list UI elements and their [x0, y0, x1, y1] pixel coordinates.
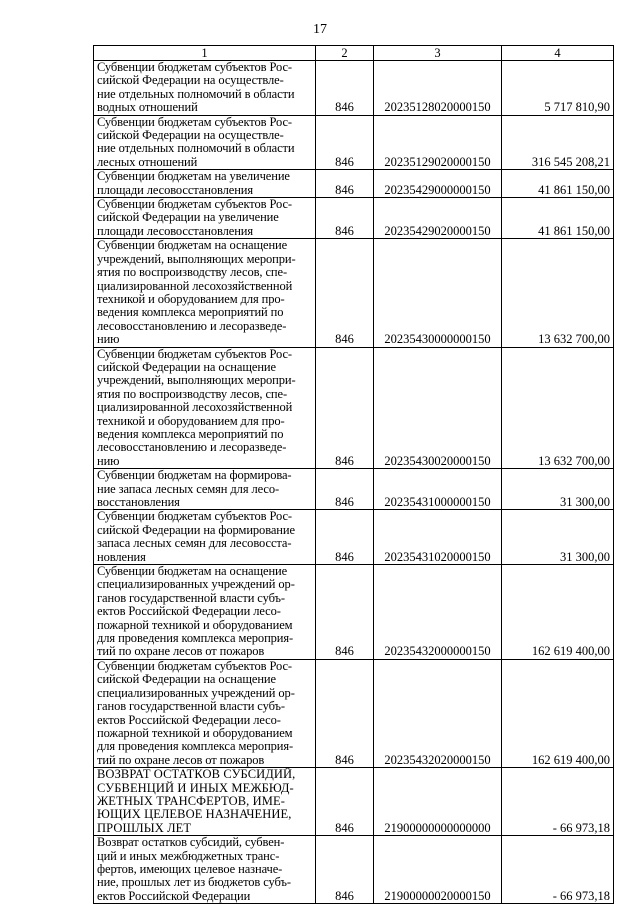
row-admin-code-cell: 846 [316, 170, 374, 198]
row-name-cell [94, 198, 316, 239]
table-row [94, 170, 614, 198]
row-amount-cell: 316 545 208,21 [502, 115, 614, 170]
row-name-line: ганов государственной власти субъ- [97, 699, 285, 714]
row-admin-code-cell: 846 [316, 510, 374, 565]
row-name-line: сийской Федерации на осуществле- [97, 73, 284, 88]
row-name-line: пожарной техникой и оборудованием [97, 725, 293, 740]
row-name-line: ектов Российской Федерации [97, 888, 251, 903]
row-name-line: Субвенции бюджетам субъектов Рос- [97, 197, 292, 212]
row-amount-cell: 13 632 700,00 [502, 347, 614, 469]
row-name-cell [94, 565, 316, 660]
row-name-line: Субвенции бюджетам на оснащение [97, 564, 288, 579]
row-income-code-cell: 20235129020000150 [374, 115, 502, 170]
row-name-cell [94, 768, 316, 836]
table-row [94, 198, 614, 239]
row-admin-code-cell: 846 [316, 768, 374, 836]
row-name-cell [94, 510, 316, 565]
row-income-code-cell: 21900000020000150 [374, 836, 502, 904]
row-admin-code-cell: 846 [316, 565, 374, 660]
row-name-line: циализированной лесохозяйственной [97, 278, 293, 293]
row-name-line: учреждений, выполняющих меропри- [97, 373, 296, 388]
row-name-line: лесовосстановлению и лесоразведе- [97, 318, 287, 333]
row-name-line: сийской Федерации на оснащение [97, 359, 276, 374]
row-name-line: сийской Федерации на оснащение [97, 672, 276, 687]
row-name-cell [94, 239, 316, 347]
row-name-line: тий по охране лесов от пожаров [97, 752, 265, 767]
row-name-line: площади лесовосстановления [97, 182, 254, 197]
row-name-line: техникой и оборудованием для про- [97, 413, 285, 428]
table-row [94, 836, 614, 904]
column-header-3: 3 [374, 46, 502, 61]
row-name-line: ганов государственной власти субъ- [97, 590, 285, 605]
row-name-cell [94, 170, 316, 198]
row-name-line: водных отношений [97, 100, 198, 115]
budget-table [93, 45, 614, 904]
table-row [94, 239, 614, 347]
row-name-line: Субвенции бюджетам субъектов Рос- [97, 346, 292, 361]
row-name-cell [94, 115, 316, 170]
row-name-line: ние отдельных полномочий в области [97, 141, 295, 156]
table-row [94, 61, 614, 116]
row-amount-cell: - 66 973,18 [502, 768, 614, 836]
row-name-line: нию [97, 332, 120, 347]
row-name-line: сийской Федерации на формирование [97, 522, 295, 537]
table-row [94, 510, 614, 565]
row-name-cell [94, 659, 316, 767]
row-name-line: ектов Российской Федерации лесо- [97, 712, 281, 727]
row-name-line: учреждений, выполняющих меропри- [97, 251, 296, 266]
row-name-line: ятия по воспроизводству лесов, спе- [97, 386, 288, 401]
row-admin-code-cell: 846 [316, 239, 374, 347]
row-name-cell [94, 836, 316, 904]
row-name-line: площади лесовосстановления [97, 223, 254, 238]
row-income-code-cell: 20235430000000150 [374, 239, 502, 347]
row-name-line: Субвенции бюджетам субъектов Рос- [97, 509, 292, 524]
row-amount-cell: 31 300,00 [502, 469, 614, 510]
row-name-line: сийской Федерации на увеличение [97, 210, 279, 225]
row-name-line: восстановления [97, 495, 180, 509]
row-income-code-cell: 21900000000000000 [374, 768, 502, 836]
row-name-line: Субвенции бюджетам на увеличение [97, 169, 290, 184]
table-body [94, 61, 614, 904]
row-name-line: специализированных учреждений ор- [97, 577, 295, 592]
table-header-row [94, 46, 614, 61]
row-admin-code-cell: 846 [316, 198, 374, 239]
row-admin-code-cell: 846 [316, 659, 374, 767]
row-name-line: фертов, имеющих целевое назначе- [97, 861, 283, 876]
row-name-line: Субвенции бюджетам субъектов Рос- [97, 114, 292, 129]
row-income-code-cell: 20235429000000150 [374, 170, 502, 198]
row-name-line: ведения комплекса мероприятий по [97, 426, 284, 441]
row-income-code-cell: 20235431000000150 [374, 469, 502, 510]
row-name-line: Субвенции бюджетам на оснащение [97, 238, 288, 253]
row-name-line: ЖЕТНЫХ ТРАНСФЕРТОВ, ИМЕ- [97, 793, 285, 808]
row-income-code-cell: 20235128020000150 [374, 61, 502, 116]
row-name-line: ние отдельных полномочий в области [97, 86, 295, 101]
row-name-line: Возврат остатков субсидий, субвен- [97, 835, 285, 850]
column-header-2: 2 [316, 46, 374, 61]
row-name-line: ПРОШЛЫХ ЛЕТ [97, 820, 192, 835]
row-amount-cell: 162 619 400,00 [502, 565, 614, 660]
row-amount-cell: - 66 973,18 [502, 836, 614, 904]
row-name-line: техникой и оборудованием для про- [97, 291, 285, 306]
row-name-line: Субвенции бюджетам на формирова- [97, 468, 292, 483]
table-row [94, 659, 614, 767]
row-income-code-cell: 20235432000000150 [374, 565, 502, 660]
column-header-1: 1 [94, 46, 316, 61]
row-income-code-cell: 20235430020000150 [374, 347, 502, 469]
row-amount-cell: 41 861 150,00 [502, 198, 614, 239]
row-income-code-cell: 20235431020000150 [374, 510, 502, 565]
row-name-line: циализированной лесохозяйственной [97, 400, 293, 415]
row-name-line: сийской Федерации на осуществле- [97, 128, 284, 143]
column-header-4: 4 [502, 46, 614, 61]
row-name-line: ятия по воспроизводству лесов, спе- [97, 265, 288, 280]
row-admin-code-cell: 846 [316, 115, 374, 170]
row-admin-code-cell: 846 [316, 469, 374, 510]
row-amount-cell: 31 300,00 [502, 510, 614, 565]
row-name-cell [94, 61, 316, 116]
row-name-line: нию [97, 453, 120, 468]
table-row [94, 115, 614, 170]
row-name-line: для проведения комплекса мероприя- [97, 631, 294, 646]
row-admin-code-cell: 846 [316, 61, 374, 116]
row-name-line: лесовосстановлению и лесоразведе- [97, 440, 287, 455]
table-row [94, 469, 614, 510]
row-name-line: для проведения комплекса мероприя- [97, 739, 294, 754]
row-amount-cell: 5 717 810,90 [502, 61, 614, 116]
row-income-code-cell: 20235429020000150 [374, 198, 502, 239]
row-admin-code-cell: 846 [316, 347, 374, 469]
row-admin-code-cell: 846 [316, 836, 374, 904]
table-row [94, 565, 614, 660]
row-name-line: ВОЗВРАТ ОСТАТКОВ СУБСИДИЙ, [97, 767, 296, 782]
row-name-line: тий по охране лесов от пожаров [97, 644, 265, 659]
row-name-line: ций и иных межбюджетных транс- [97, 848, 280, 863]
row-name-line: ние запаса лесных семян для лесо- [97, 481, 280, 496]
row-income-code-cell: 20235432020000150 [374, 659, 502, 767]
table-row [94, 768, 614, 836]
row-name-line: ние, прошлых лет из бюджетов субъ- [97, 875, 291, 890]
row-name-line: специализированных учреждений ор- [97, 685, 295, 700]
page-number: 17 [313, 22, 327, 37]
row-name-line: лесных отношений [97, 154, 198, 169]
row-name-line: Субвенции бюджетам субъектов Рос- [97, 60, 292, 74]
row-name-line: ЮЩИХ ЦЕЛЕВОЕ НАЗНАЧЕНИЕ, [97, 807, 292, 822]
row-amount-cell: 41 861 150,00 [502, 170, 614, 198]
row-name-line: ведения комплекса мероприятий по [97, 305, 284, 320]
row-amount-cell: 13 632 700,00 [502, 239, 614, 347]
row-name-line: запаса лесных семян для лесовосста- [97, 536, 292, 551]
row-name-line: ектов Российской Федерации лесо- [97, 604, 281, 619]
row-name-line: Субвенции бюджетам субъектов Рос- [97, 658, 292, 673]
row-amount-cell: 162 619 400,00 [502, 659, 614, 767]
row-name-line: пожарной техникой и оборудованием [97, 617, 293, 632]
row-name-cell [94, 469, 316, 510]
row-name-line: СУБВЕНЦИЙ И ИНЫХ МЕЖБЮД- [97, 780, 294, 795]
table-row [94, 347, 614, 469]
row-name-cell [94, 347, 316, 469]
row-name-line: новления [97, 549, 146, 564]
